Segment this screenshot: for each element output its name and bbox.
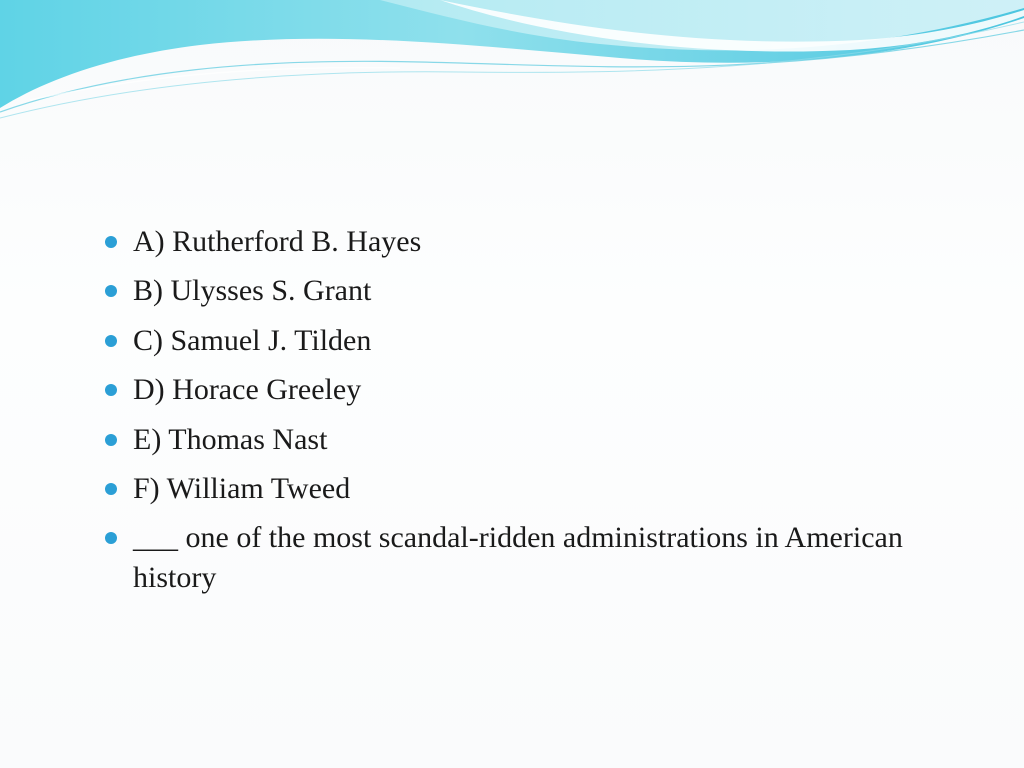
bullet-item-e xyxy=(104,420,974,460)
bullet-dot-icon xyxy=(105,483,117,495)
bullet-dot-icon xyxy=(105,434,117,446)
bullet-item-f xyxy=(104,469,974,509)
slide-content xyxy=(104,222,974,608)
bullet-dot-icon xyxy=(105,285,117,297)
bullet-text: F) William Tweed xyxy=(133,471,351,505)
bullet-text: E) Thomas Nast xyxy=(133,422,328,456)
bullet-text: B) Ulysses S. Grant xyxy=(133,274,372,308)
bullet-dot-icon xyxy=(105,384,117,396)
bullet-text: A) Rutherford B. Hayes xyxy=(133,225,422,258)
bullet-text: C) Samuel J. Tilden xyxy=(133,323,372,357)
bullet-list xyxy=(104,222,974,598)
wave-header-decoration xyxy=(0,0,1024,130)
bullet-dot-icon xyxy=(105,236,117,248)
bullet-text: D) Horace Greeley xyxy=(133,373,362,407)
bullet-dot-icon xyxy=(105,335,117,347)
bullet-item-c xyxy=(104,321,974,361)
bullet-text: ___ one of the most scandal-ridden administrations in American history xyxy=(133,521,903,595)
bullet-item-b xyxy=(104,271,974,311)
bullet-item-d xyxy=(104,370,974,410)
bullet-dot-icon xyxy=(105,532,117,544)
bullet-item-question xyxy=(104,518,974,598)
bullet-item-a xyxy=(104,222,974,262)
